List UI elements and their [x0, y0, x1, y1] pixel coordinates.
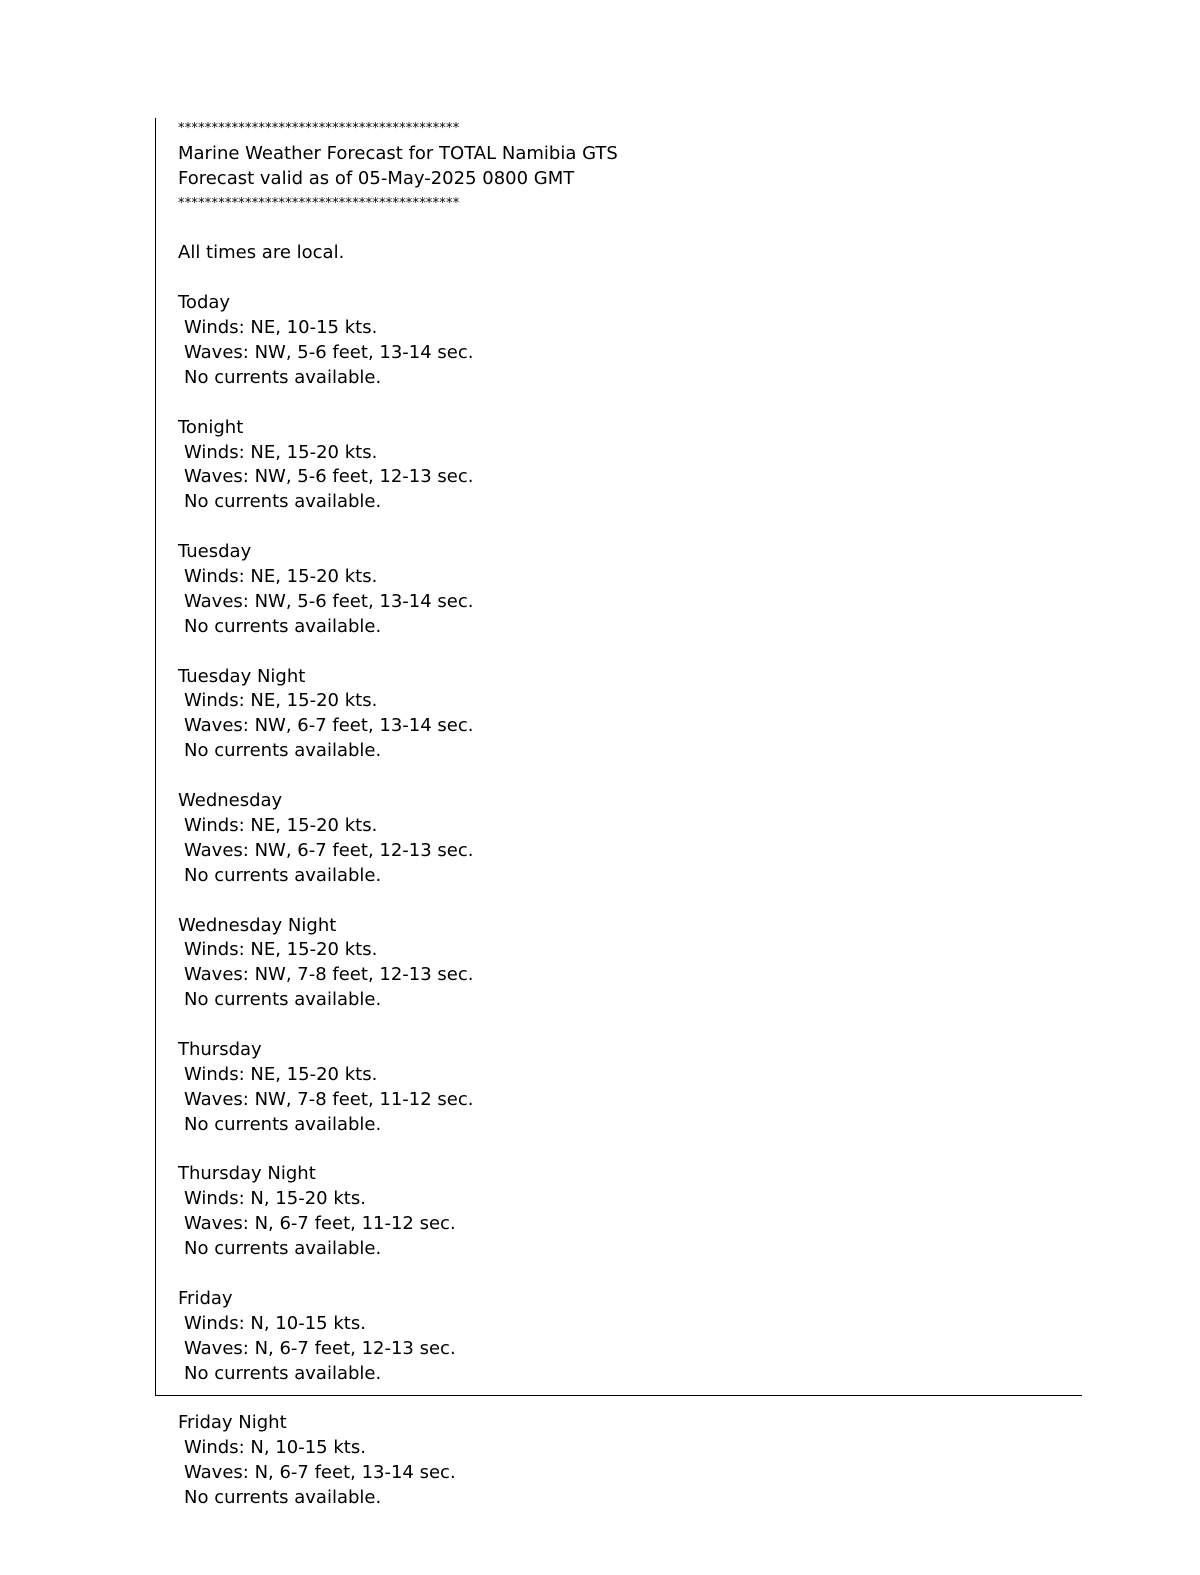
spacer: [178, 515, 1078, 540]
frame-left-border: [155, 118, 156, 1396]
spacer: [178, 640, 1078, 665]
period-currents: No currents available.: [184, 615, 382, 637]
period-name: Today: [178, 292, 231, 314]
period-name: Wednesday Night: [178, 914, 337, 936]
period-winds: Winds: NE, 15-20 kts.: [184, 441, 378, 463]
period-winds: Winds: NE, 15-20 kts.: [184, 939, 378, 961]
period-tuesday-night: [178, 665, 1078, 765]
period-currents: No currents available.: [184, 1238, 382, 1260]
period-currents: No currents available.: [184, 1486, 382, 1508]
period-name: Wednesday: [178, 790, 283, 812]
period-name: Thursday Night: [178, 1163, 316, 1185]
period-waves: Waves: NW, 6-7 feet, 13-14 sec.: [184, 715, 474, 737]
period-waves: Waves: NW, 5-6 feet, 13-14 sec.: [184, 342, 474, 364]
spacer: [178, 391, 1078, 416]
period-tonight: [178, 416, 1078, 516]
period-waves: Waves: NW, 5-6 feet, 13-14 sec.: [184, 590, 474, 612]
period-waves: Waves: N, 6-7 feet, 11-12 sec.: [184, 1213, 456, 1235]
period-friday: [178, 1287, 1078, 1387]
period-winds: Winds: NE, 15-20 kts.: [184, 566, 378, 588]
period-winds: Winds: N, 10-15 kts.: [184, 1312, 366, 1334]
period-currents: No currents available.: [184, 989, 382, 1011]
spacer: [178, 1262, 1078, 1287]
period-today: [178, 291, 1078, 391]
period-thursday-night: [178, 1162, 1078, 1262]
period-friday-night: [178, 1411, 1078, 1511]
spacer: [178, 266, 1078, 291]
period-winds: Winds: NE, 15-20 kts.: [184, 1063, 378, 1085]
period-waves: Waves: NW, 7-8 feet, 12-13 sec.: [184, 964, 474, 986]
period-winds: Winds: N, 15-20 kts.: [184, 1188, 366, 1210]
period-name: Tuesday Night: [178, 665, 306, 687]
period-name: Friday: [178, 1287, 233, 1309]
period-currents: No currents available.: [184, 366, 382, 388]
spacer: [178, 1013, 1078, 1038]
period-name: Tonight: [178, 416, 244, 438]
period-winds: Winds: NE, 15-20 kts.: [184, 814, 378, 836]
spacer: [178, 764, 1078, 789]
times-note: All times are local.: [178, 242, 345, 264]
header-stars-bottom: ******************************************: [178, 195, 460, 211]
period-currents: No currents available.: [184, 740, 382, 762]
period-currents: No currents available.: [184, 1113, 382, 1135]
spacer: [178, 217, 1078, 242]
period-tuesday: [178, 540, 1078, 640]
period-wednesday: [178, 789, 1078, 889]
spacer: [178, 1138, 1078, 1163]
period-currents: No currents available.: [184, 864, 382, 886]
period-winds: Winds: NE, 10-15 kts.: [184, 317, 378, 339]
period-winds: Winds: NE, 15-20 kts.: [184, 690, 378, 712]
period-winds: Winds: N, 10-15 kts.: [184, 1437, 366, 1459]
period-waves: Waves: NW, 6-7 feet, 12-13 sec.: [184, 839, 474, 861]
period-name: Friday Night: [178, 1412, 287, 1434]
header-stars-top: ******************************************: [178, 121, 460, 136]
period-waves: Waves: NW, 5-6 feet, 12-13 sec.: [184, 466, 474, 488]
period-thursday: [178, 1038, 1078, 1138]
period-currents: No currents available.: [184, 1362, 382, 1384]
period-name: Thursday: [178, 1038, 262, 1060]
period-name: Tuesday: [178, 541, 252, 563]
forecast-valid-time: Forecast valid as of 05-May-2025 0800 GMT: [178, 167, 575, 189]
forecast-document: [178, 117, 1078, 1511]
period-wednesday-night: [178, 914, 1078, 1014]
period-waves: Waves: N, 6-7 feet, 13-14 sec.: [184, 1462, 456, 1484]
spacer: [178, 889, 1078, 914]
spacer: [178, 1386, 1078, 1411]
forecast-title: Marine Weather Forecast for TOTAL Namibia GTS: [178, 142, 618, 164]
period-currents: No currents available.: [184, 491, 382, 513]
period-waves: Waves: N, 6-7 feet, 12-13 sec.: [184, 1337, 456, 1359]
period-waves: Waves: NW, 7-8 feet, 11-12 sec.: [184, 1088, 474, 1110]
